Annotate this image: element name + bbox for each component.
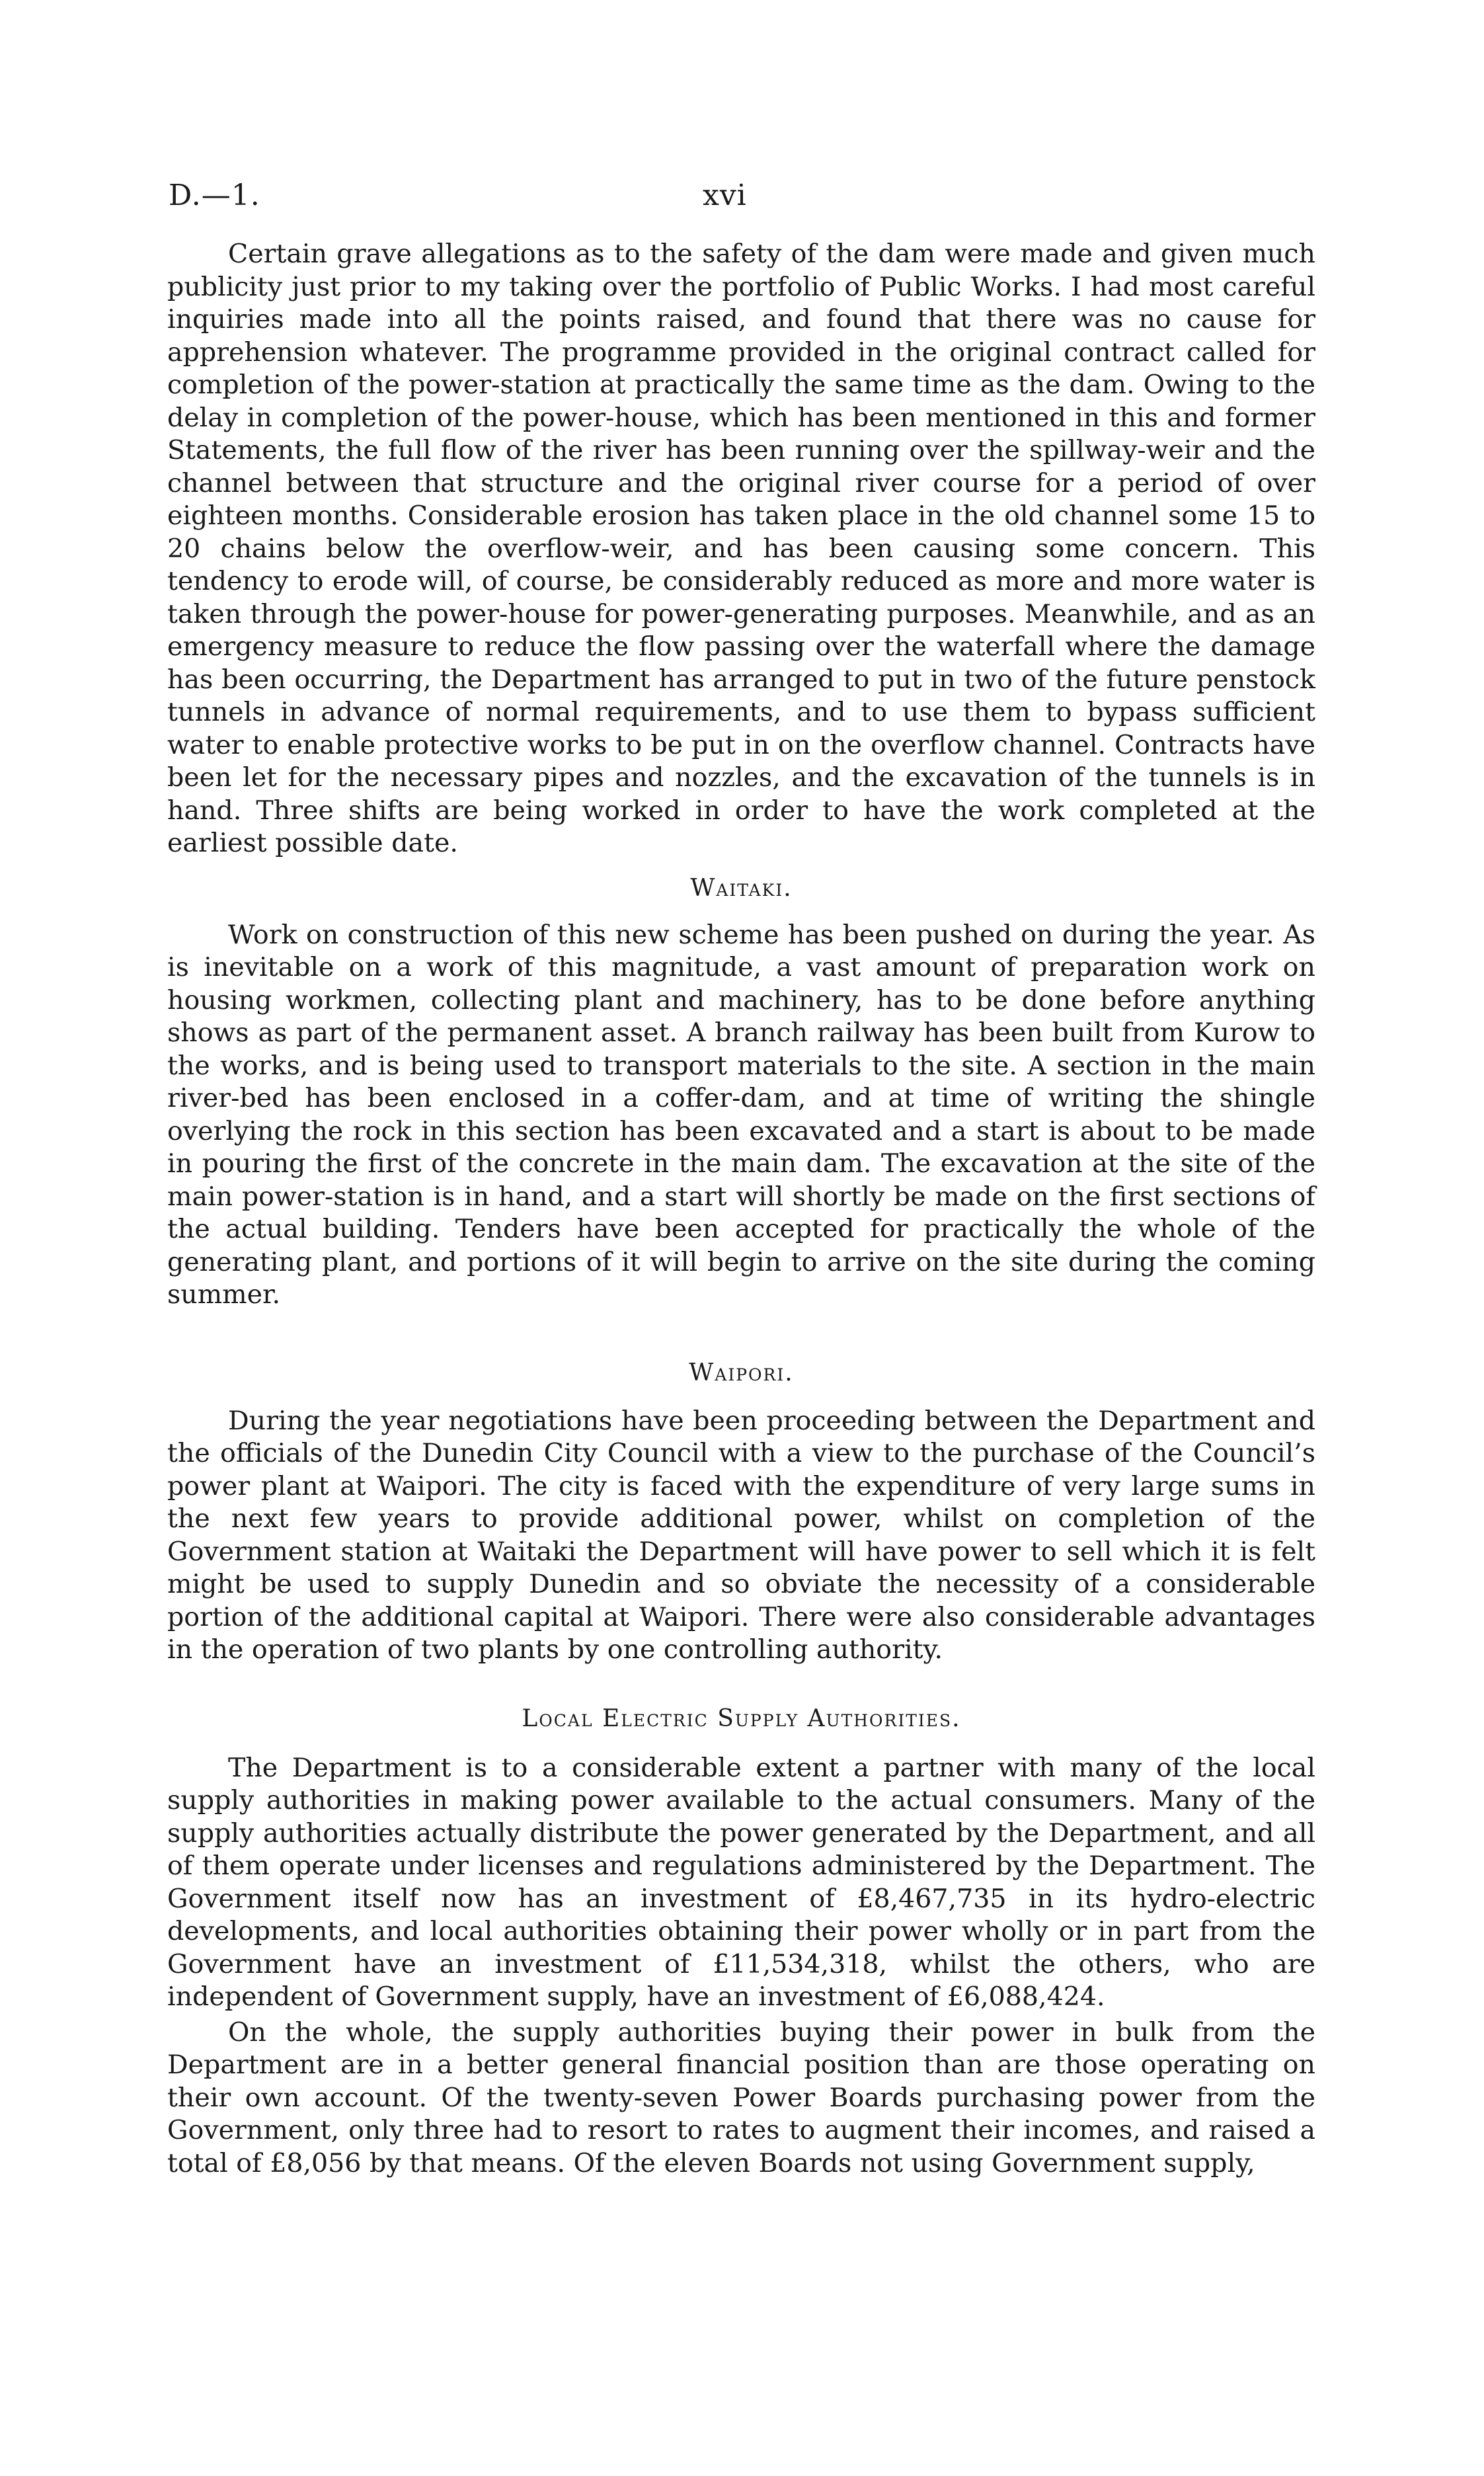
document-reference: D.—1. xyxy=(169,179,260,212)
local-supply-paragraph-1: The Department is to a considerable extent a partner with many of the local supply authorities in making power available to the actual consumers. Many of the supply authorities actually distribute the power generated by the Department, and all of them operate under licenses and regulations administered by the Department. The Government itself now has an investment of £8,467,735 in its hydro-electric developments, and local authorities obtaining their power wholly or in part from the Government have an investment of £11,534,318, whilst the others, who are independent of Government supply, have an investment of £6,088,424. xyxy=(167,1752,1315,2012)
text-column xyxy=(167,238,1315,2180)
intro-paragraph: Certain grave allegations as to the safety of the dam were made and given much publicity just prior to my taking over the portfolio of Public Works. I had most careful inquiries made into all the points raised, and found that there was no cause for apprehension whatever. The programme provided in the original contract called for completion of the power-station at practically the same time as the dam. Owing to the delay in completion of the power-house, which has been mentioned in this and former Statements, the full flow of the river has been running over the spillway-weir and the channel between that structure and the original river course for a period of over eighteen months. Considerable erosion has taken place in the old channel some 15 to 20 chains below the overflow-weir, and has been causing some concern. This tendency to erode will, of course, be considerably reduced as more and more water is taken through the power-house for power-generating purposes. Meanwhile, and as an emergency measure to reduce the flow passing over the waterfall where the damage has been occurring, the Department has arranged to put in two of the future penstock tunnels in advance of normal requirements, and to use them to bypass sufficient water to enable protective works to be put in on the overflow channel. Contracts have been let for the necessary pipes and nozzles, and the excavation of the tunnels is in hand. Three shifts are being worked in order to have the work completed at the earliest possible date. xyxy=(167,239,1315,858)
heading-local-supply-authorities: Local Electric Supply Authorities. xyxy=(522,1704,961,1732)
local-supply-paragraph-2: On the whole, the supply authorities buying their power in bulk from the Department are in a better general financial position than are those operating on their own account. Of the twenty-seven Power Boards purchasing power from the Government, only three had to resort to rates to augment their incomes, and raised a total of £8,056 by that means. Of the eleven Boards not using Government supply, xyxy=(167,2017,1315,2178)
heading-waitaki: Waitaki. xyxy=(690,874,793,902)
page-number: xvi xyxy=(703,179,747,212)
waipori-paragraph: During the year negotiations have been proceeding between the Department and the officials of the Dunedin City Council with a view to the purchase of the Council’s power plant at Waipori. The city is faced with the expenditure of very large sums in the next few years to provide additional power, whilst on completion of the Government station at Waitaki the Department will have power to sell which it is felt might be used to supply Dunedin and so obviate the necessity of a considerable portion of the additional capital at Waipori. There were also considerable advantages in the operation of two plants by one controlling authority. xyxy=(167,1405,1315,1665)
heading-waipori: Waipori. xyxy=(689,1359,794,1386)
waitaki-paragraph: Work on construction of this new scheme has been pushed on during the year. As is inevitable on a work of this magnitude, a vast amount of preparation work on housing workmen, collecting plant and machinery, has to be done before anything shows as part of the permanent asset. A branch railway has been built from Kurow to the works, and is being used to transport materials to the site. A section in the main river-bed has been enclosed in a coffer-dam, and at time of writing the shingle overlying the rock in this section has been excavated and a start is about to be made in pouring the first of the concrete in the main dam. The excavation at the site of the main power-station is in hand, and a start will shortly be made on the first sections of the actual building. Tenders have been accepted for practically the whole of the generating plant, and portions of it will begin to arrive on the site during the coming summer. xyxy=(167,919,1315,1310)
